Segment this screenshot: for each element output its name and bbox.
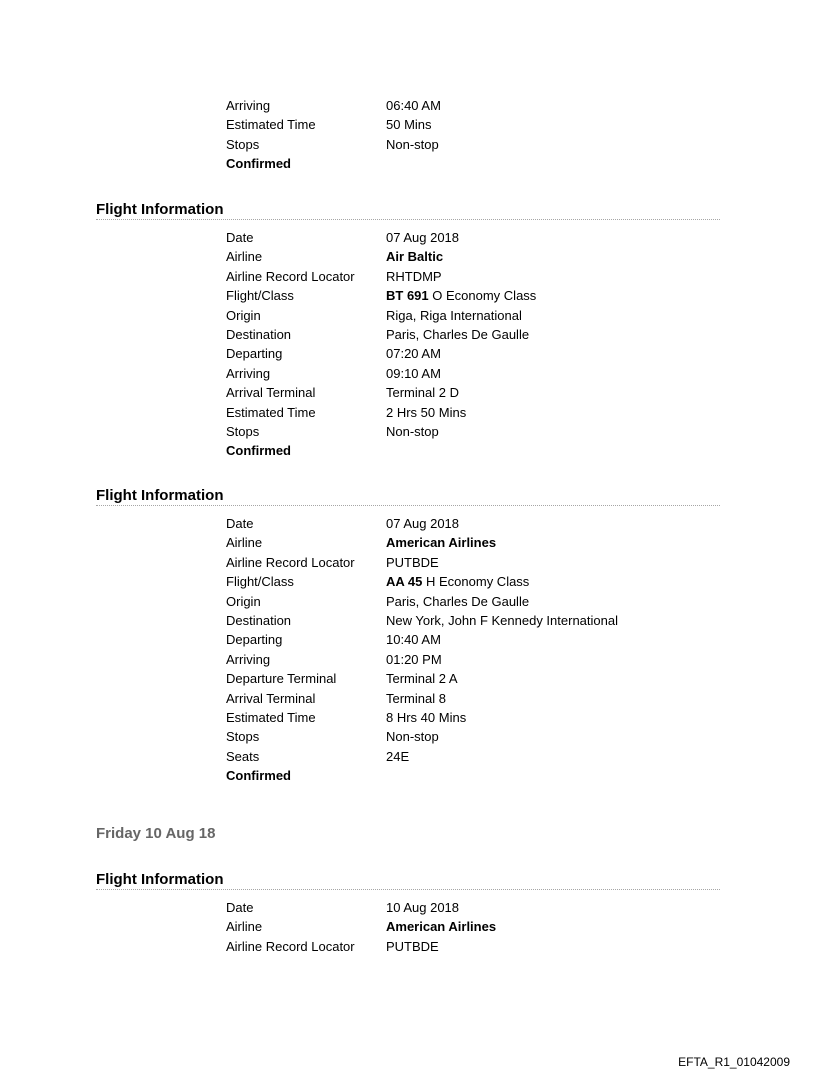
detail-value: RHTDMP [386, 268, 442, 284]
departing-row [226, 344, 696, 363]
detail-value: 07 Aug 2018 [386, 516, 460, 531]
flight-number: AA 45 [386, 574, 423, 590]
detail-value: 10:40 AM [386, 632, 441, 648]
flight-class: O Economy Class [432, 288, 537, 304]
estimated-time-row [226, 708, 696, 727]
status-confirmed: Confirmed [226, 768, 291, 784]
document-id-footer: EFTA_R1_01042009 [678, 1055, 790, 1069]
origin-row [226, 306, 696, 325]
detail-label: Arriving [226, 651, 271, 667]
detail-label: Origin [226, 307, 261, 323]
status-confirmed: Confirmed [226, 156, 291, 172]
detail-value: 10 Aug 2018 [386, 900, 460, 915]
flight-number: BT 691 [386, 288, 429, 304]
detail-label: Destination [226, 612, 292, 628]
detail-label: Flight/Class [226, 574, 294, 590]
detail-row [226, 135, 696, 154]
detail-value: 07:20 AM [386, 346, 441, 362]
arrival-terminal-row [226, 689, 696, 708]
detail-value: 2 Hrs 50 Mins [386, 404, 467, 420]
flight-details [226, 514, 696, 785]
detail-value: Non-stop [386, 423, 439, 439]
day-heading: Friday 10 Aug 18 [96, 825, 216, 842]
detail-label: Stops [226, 729, 260, 745]
date-row [226, 514, 696, 533]
flight-class: H Economy Class [426, 574, 530, 590]
detail-value: Terminal 2 D [386, 385, 459, 401]
detail-value: 8 Hrs 40 Mins [386, 709, 467, 725]
detail-label: Estimated Time [226, 404, 316, 420]
airline-row [226, 917, 696, 936]
detail-value: PUTBDE [386, 938, 439, 954]
flight-details [226, 228, 696, 461]
detail-label: Airline [226, 249, 263, 265]
departure-terminal-row [226, 669, 696, 688]
locator-row [226, 937, 696, 956]
detail-label: Airline [226, 919, 263, 935]
detail-value: Non-stop [386, 729, 439, 745]
detail-value: Riga, Riga International [386, 307, 522, 323]
detail-label: Arriving [226, 98, 271, 113]
detail-label: Airline [226, 535, 263, 551]
detail-value: Terminal 2 A [386, 671, 458, 687]
detail-label: Departure Terminal [226, 671, 337, 687]
flight-class-row [226, 572, 696, 591]
detail-label: Seats [226, 748, 260, 764]
detail-label: Origin [226, 593, 261, 609]
detail-label: Airline Record Locator [226, 554, 355, 570]
section-heading: Flight Information [96, 487, 720, 506]
detail-label: Date [226, 516, 254, 531]
detail-value: 06:40 AM [386, 98, 441, 113]
detail-label: Flight/Class [226, 288, 294, 304]
detail-label: Stops [226, 423, 260, 439]
detail-label: Airline Record Locator [226, 268, 355, 284]
detail-value: Terminal 8 [386, 690, 446, 706]
detail-value: 07 Aug 2018 [386, 230, 460, 245]
detail-row [226, 96, 696, 115]
airline-row [226, 533, 696, 552]
detail-value: 01:20 PM [386, 651, 442, 667]
detail-label: Arrival Terminal [226, 690, 316, 706]
detail-label: Arriving [226, 365, 271, 381]
locator-row [226, 553, 696, 572]
detail-value: Non-stop [386, 136, 439, 152]
detail-value: 50 Mins [386, 117, 432, 133]
detail-value: PUTBDE [386, 554, 439, 570]
flight-details-continued [226, 96, 696, 174]
detail-label: Date [226, 230, 254, 245]
stops-row [226, 727, 696, 746]
stops-row [226, 422, 696, 441]
flight-details [226, 898, 696, 956]
locator-row [226, 267, 696, 286]
section-heading: Flight Information [96, 871, 720, 890]
status-confirmed: Confirmed [226, 443, 291, 459]
departing-row [226, 630, 696, 649]
airline-name: Air Baltic [386, 249, 444, 265]
date-row [226, 898, 696, 917]
detail-label: Date [226, 900, 254, 915]
detail-label: Estimated Time [226, 709, 316, 725]
detail-label: Airline Record Locator [226, 938, 355, 954]
airline-name: American Airlines [386, 919, 497, 935]
detail-label: Estimated Time [226, 117, 316, 133]
flight-class-row [226, 286, 696, 305]
arriving-row [226, 364, 696, 383]
date-row [226, 228, 696, 247]
detail-value: Paris, Charles De Gaulle [386, 593, 530, 609]
origin-row [226, 592, 696, 611]
arriving-row [226, 650, 696, 669]
estimated-time-row [226, 403, 696, 422]
airline-name: American Airlines [386, 535, 497, 551]
detail-label: Destination [226, 326, 292, 342]
arrival-terminal-row [226, 383, 696, 402]
detail-value: Paris, Charles De Gaulle [386, 326, 530, 342]
detail-value: 09:10 AM [386, 365, 441, 381]
detail-label: Arrival Terminal [226, 385, 316, 401]
section-heading: Flight Information [96, 201, 720, 220]
destination-row [226, 611, 696, 630]
detail-row [226, 115, 696, 134]
detail-label: Departing [226, 632, 283, 648]
detail-label: Departing [226, 346, 283, 362]
detail-value: 24E [386, 748, 410, 764]
detail-value: New York, John F Kennedy International [386, 612, 618, 628]
seats-row [226, 747, 696, 766]
destination-row [226, 325, 696, 344]
detail-label: Stops [226, 136, 260, 152]
airline-row [226, 247, 696, 266]
